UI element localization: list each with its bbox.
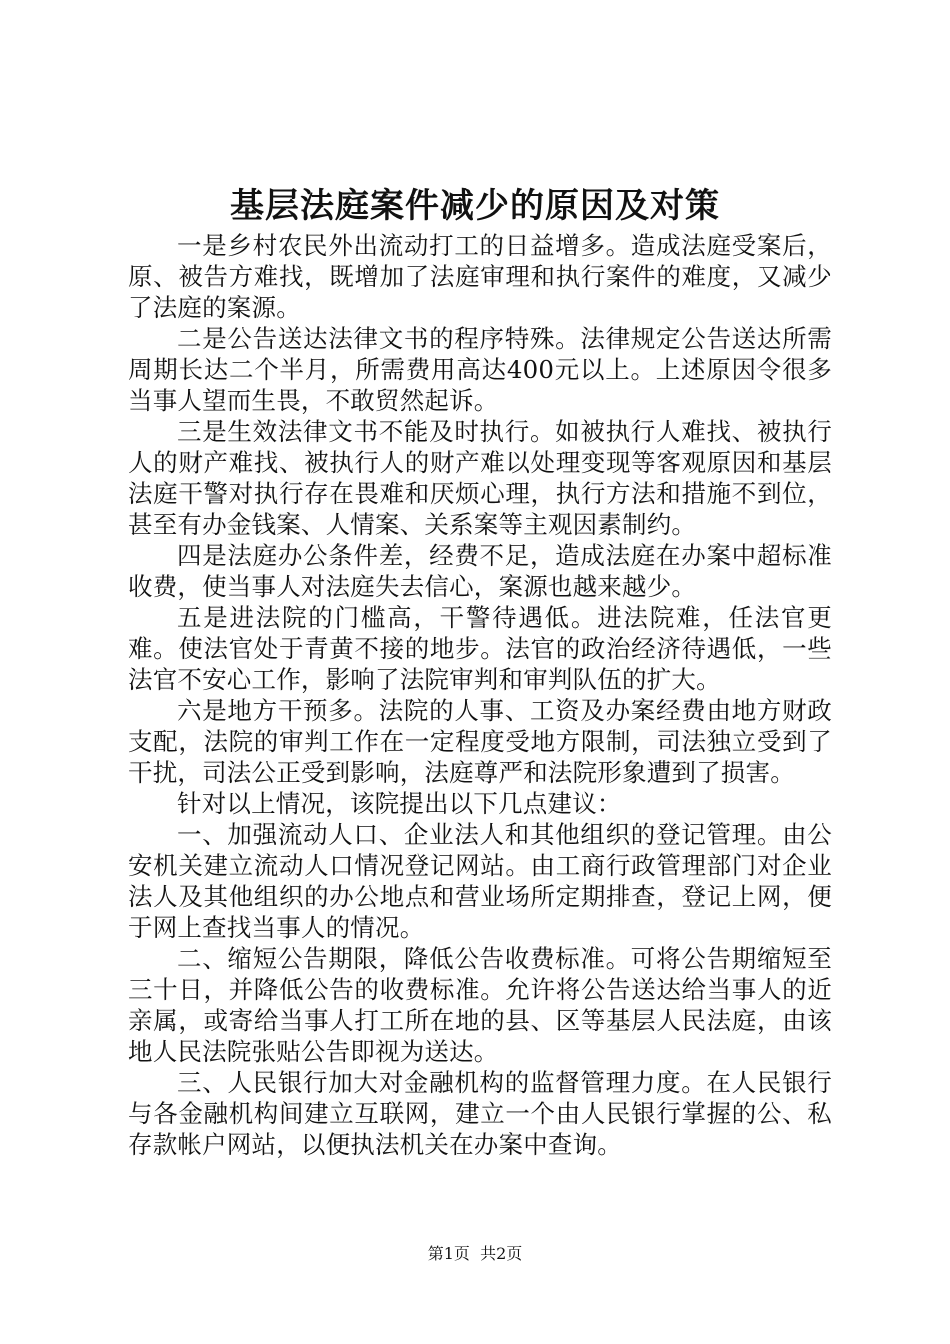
document-body bbox=[128, 230, 832, 1160]
paragraph-suggestion-3: 三、人民银行加大对金融机构的监督管理力度。在人民银行与各金融机构间建立互联网，建立一个由人民银行掌握的公、私存款帐户网站，以便执法机关在办案中查询。 bbox=[128, 1068, 832, 1159]
page-number: 第1页 bbox=[427, 1244, 470, 1263]
paragraph-suggestions-intro: 针对以上情况，该院提出以下几点建议： bbox=[177, 789, 622, 818]
paragraph-suggestion-1: 一、加强流动人口、企业法人和其他组织的登记管理。由公安机关建立流动人口情况登记网站。由工商行政管理部门对企业法人及其他组织的办公地点和营业场所定期排查，登记上网，便于网上查找当事人的情况。 bbox=[128, 820, 832, 942]
paragraph-reason-1: 一是乡村农民外出流动打工的日益增多。造成法庭受案后，原、被告方难找，既增加了法庭审理和执行案件的难度，又减少了法庭的案源。 bbox=[128, 231, 832, 322]
paragraph-reason-5: 五是进法院的门槛高，干警待遇低。进法院难，任法官更难。使法官处于青黄不接的地步。法官的政治经济待遇低，一些法官不安心工作，影响了法院审判和审判队伍的扩大。 bbox=[128, 603, 832, 694]
paragraph-reason-3: 三是生效法律文书不能及时执行。如被执行人难找、被执行人的财产难找、被执行人的财产难以处理变现等客观原因和基层法庭干警对执行存在畏难和厌烦心理，执行方法和措施不到位，甚至有办金钱案、人情案、关系案等主观因素制约。 bbox=[128, 417, 832, 539]
page-total: 共2页 bbox=[480, 1244, 523, 1263]
paragraph-reason-2: 二是公告送达法律文书的程序特殊。法律规定公告送达所需周期长达二个半月，所需费用高达400元以上。上述原因令很多当事人望而生畏，不敢贸然起诉。 bbox=[128, 324, 832, 415]
paragraph-reason-6: 六是地方干预多。法院的人事、工资及办案经费由地方财政支配，法院的审判工作在一定程度受地方限制，司法独立受到了干扰，司法公正受到影响，法庭尊严和法院形象遭到了损害。 bbox=[128, 696, 832, 787]
document-title: 基层法庭案件减少的原因及对策 bbox=[230, 186, 720, 226]
page-footer bbox=[0, 1243, 950, 1265]
paragraph-reason-4: 四是法庭办公条件差，经费不足，造成法庭在办案中超标准收费，使当事人对法庭失去信心，案源也越来越少。 bbox=[128, 541, 832, 601]
paragraph-suggestion-2: 二、缩短公告期限，降低公告收费标准。可将公告期缩短至三十日，并降低公告的收费标准。允许将公告送达给当事人的近亲属，或寄给当事人打工所在地的县、区等基层人民法庭，由该地人民法院张贴公告即视为送达。 bbox=[128, 944, 832, 1066]
